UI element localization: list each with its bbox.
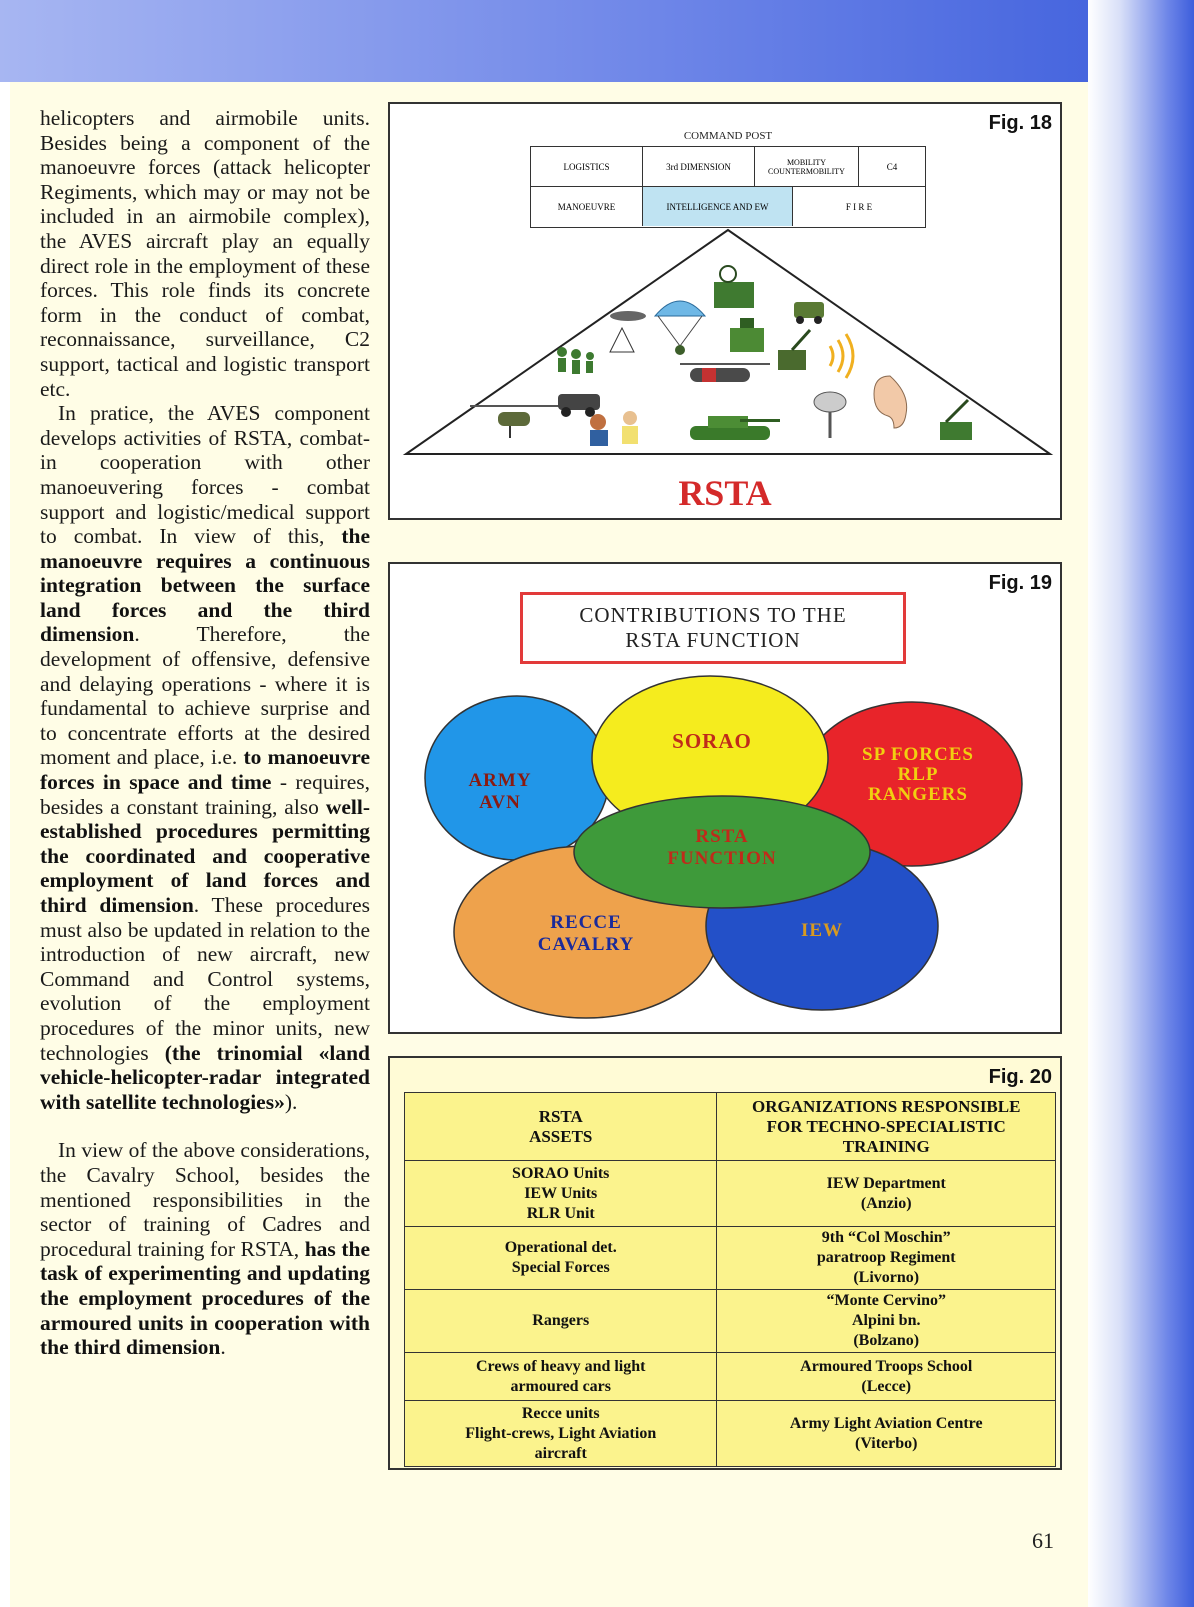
table-row [405,1227,1056,1290]
organization-cell: Armoured Troops School (Lecce) [717,1353,1056,1401]
army-label-2: AVN [479,792,521,813]
iew-label: IEW [800,920,844,941]
text-segment: helicopters and airmobile units. Besides being a component of the manoeuvre forces (attack helicopter Regiments, which may or may not be included in an airmobile complex), the AVES aircraft play an equally direct role in the employment of these forces. This role finds its concrete form in the conduct of combat, reconnaissance, surveillance, C2 support, tactical and logistic transport etc. [40,106,370,401]
organization-cell: “Monte Cervino” Alpini bn. (Bolzano) [717,1290,1056,1353]
text-segment: . [220,1335,226,1360]
table-row [405,1401,1056,1467]
drone-icon [610,311,646,321]
sp-label-2: RLP [897,764,939,785]
bold-text-segment: (the trinomial «land vehicle-helicopter-radar integrated with satellite technologies» [40,1040,370,1114]
right-color-band [1088,0,1194,1607]
rsta-function-label-1: RSTA [695,826,749,847]
text-segment: . These procedures must also be updated in relation to the introduction of new aircraft, new Command and Control systems, evolution of the employment procedures of the minor units, new technologies [40,893,371,1065]
figure-19 [388,562,1062,1034]
organization-cell: IEW Department (Anzio) [717,1161,1056,1227]
assets-cell: Crews of heavy and light armoured cars [405,1353,717,1401]
text-segment: In pratice, the AVES component develops activities of RSTA, combat-in cooperation with other manoeuvering forces - combat support and logistic/medical support to combat. In view of this, [40,401,370,549]
assets-cell: Recce units Flight-crews, Light Aviation aircraft [405,1401,717,1467]
paragraph-2 [40,401,370,1114]
intelligence-ew-cell: INTELLIGENCE AND EW [643,187,793,226]
army-label-1: ARMY [468,770,532,791]
paragraph-3 [40,1138,370,1359]
paragraph-1 [40,106,370,401]
text-segment: - requires, besides a constant training, also [40,770,371,819]
figure-18 [388,102,1062,520]
bold-text-segment: well-established procedures permitting the coordinated and cooperative employment of land forces and third dimension [40,794,370,917]
fig-19-label: Fig. 19 [988,572,1052,594]
contributions-title-line-2: RSTA FUNCTION [625,628,801,652]
sorao-label: SORAO [672,729,752,753]
rsta-triangle-diagram [390,226,1060,476]
organization-cell: Army Light Aviation Centre (Viterbo) [717,1401,1056,1467]
recce-label-2: CAVALRY [537,934,635,955]
assets-cell: SORAO Units IEW Units RLR Unit [405,1161,717,1227]
bold-text-segment: the manoeuvre requires a continuous integration between the surface land forces and the third dimension [40,524,370,647]
command-post-label: COMMAND POST [683,130,773,142]
rsta-contributions-diagram [390,670,1060,1030]
mobility-countermobility-cell: MOBILITY COUNTERMOBILITY [755,147,859,186]
bold-text-segment: to manoeuvre forces in space and time [40,745,370,795]
training-organizations-table [404,1092,1056,1467]
manoeuvre-cell: MANOEUVRE [531,187,643,226]
rsta-title: RSTA [678,473,772,513]
sp-label-3: RANGERS [868,784,968,805]
table-row [405,1290,1056,1353]
contributions-title-box [520,592,906,664]
assets-cell: Operational det. Special Forces [405,1227,717,1290]
text-segment: . Therefore, the development of offensive, defensive and delaying operations - where it is fundamental to achieve surprise and to concentrate efforts at the desired moment and place, i.e. [40,622,370,770]
fig-20-label: Fig. 20 [988,1066,1052,1088]
sp-label-1: SP FORCES [862,744,974,765]
bold-text-segment: has the task of experimenting and updating the employment procedures of the armoured units in cooperation with the third dimension [40,1236,370,1360]
header-organizations: ORGANIZATIONS RESPONSIBLE FOR TECHNO-SPECIALISTIC TRAINING [717,1093,1056,1161]
c4-cell: C4 [886,161,898,172]
rsta-function-label-2: FUNCTION [667,848,777,869]
3rd-dimension-cell: 3rd DIMENSION [643,147,755,186]
assets-cell: Rangers [405,1290,717,1353]
figure-20 [388,1056,1062,1470]
top-color-band [0,0,1194,82]
recce-label-1: RECCE [550,912,622,933]
table-row [405,1161,1056,1227]
contributions-title-line-1: CONTRIBUTIONS TO THE [579,603,847,627]
text-segment: ). [284,1089,298,1114]
text-segment: In view of the above considerations, the Cavalry School, besides the mentioned responsibilities in the sector of training of Cadres and procedural training for RSTA, [40,1138,370,1261]
fire-cell: F I R E [845,201,873,212]
header-assets: RSTA ASSETS [405,1093,717,1161]
left-text-column [40,106,370,1360]
table-header-row [405,1093,1056,1161]
fig-18-label: Fig. 18 [988,112,1052,134]
table-row [405,1353,1056,1401]
logistics-cell: LOGISTICS [531,147,643,186]
page-number: 61 [1032,1528,1054,1553]
command-post-grid [530,146,926,228]
organization-cell: 9th “Col Moschin” paratroop Regiment (Livorno) [717,1227,1056,1290]
